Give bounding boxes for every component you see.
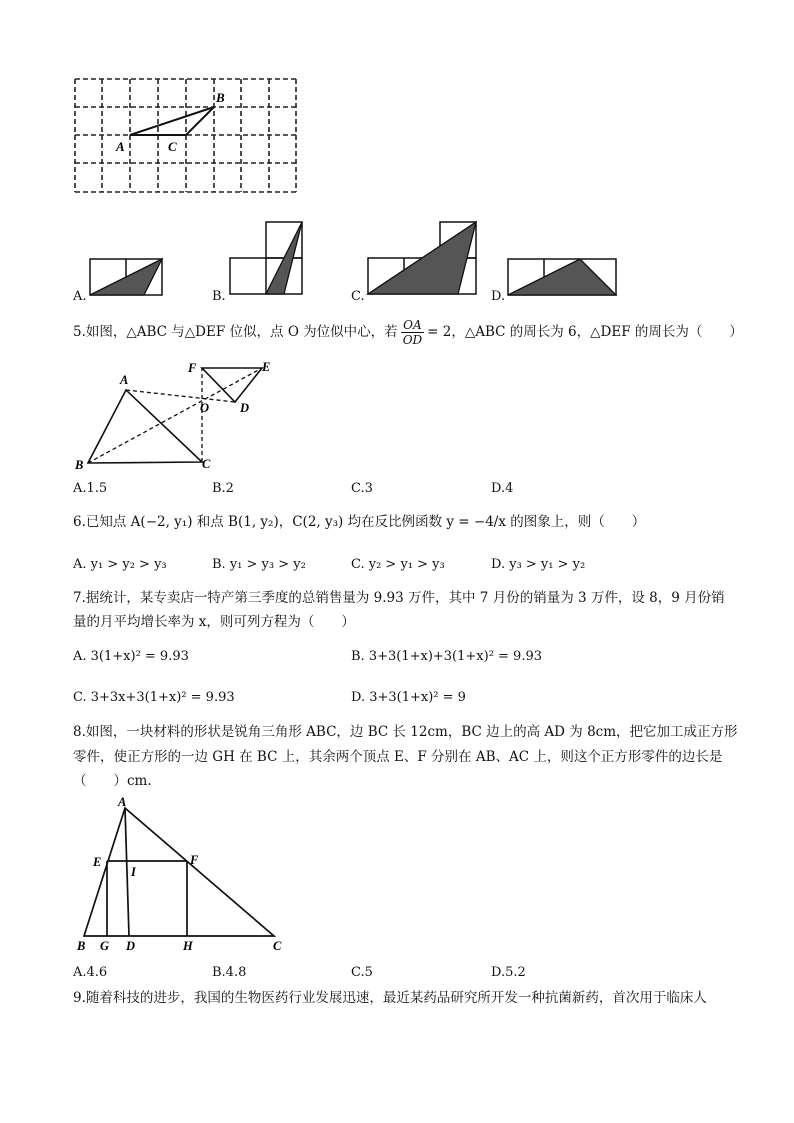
q8-label-a: A xyxy=(118,795,127,809)
q4-option-a-figure xyxy=(86,254,166,300)
label-c: C xyxy=(168,139,177,154)
q5-frac-den: OD xyxy=(402,333,423,347)
q6-stem: 6.已知点 A(−2, y₁) 和点 B(1, y₂)，C(2, y₃) 均在反比例函数 y = −4/x 的图象上，则（ ） xyxy=(73,514,646,530)
q8-label-c: C xyxy=(273,939,282,953)
q8-option-b: B.4.8 xyxy=(212,965,247,980)
q4-option-d-figure xyxy=(504,254,622,300)
q7-option-b: B. 3+3(1+x)+3(1+x)² = 9.93 xyxy=(351,649,543,664)
q5-label-d: D xyxy=(240,401,250,415)
q5-option-a: A.1.5 xyxy=(73,481,108,496)
q8-option-a: A.4.6 xyxy=(73,965,108,980)
q5-fraction xyxy=(401,318,424,347)
q8-label-d: D xyxy=(126,939,136,953)
q8-label-f: F xyxy=(190,853,199,867)
q7-option-a: A. 3(1+x)² = 9.93 xyxy=(73,649,189,664)
q4-option-d-label: D. xyxy=(491,289,506,304)
label-b: B xyxy=(216,90,225,105)
q5-label-e: E xyxy=(262,360,271,374)
q6-option-c: C. y₂ > y₁ > y₃ xyxy=(351,557,445,572)
q8-figure xyxy=(70,792,292,956)
q7-stem-line1: 7.据统计，某专卖店一特产第三季度的总销售量为 9.93 万件，其中 7 月份的销量为 3 万件，设 8，9 月份销 xyxy=(73,590,725,606)
q5-frac-num: OA xyxy=(401,318,424,333)
q5-option-d: D.4 xyxy=(491,481,514,496)
q7-option-d: D. 3+3(1+x)² = 9 xyxy=(351,690,466,705)
q8-option-c: C.5 xyxy=(351,965,373,980)
q8-label-g: G xyxy=(100,939,110,953)
q5-label-c: C xyxy=(202,457,211,471)
q8-label-b: B xyxy=(77,939,86,953)
q7-option-c: C. 3+3x+3(1+x)² = 9.93 xyxy=(73,690,235,705)
q5-label-o: O xyxy=(200,401,210,415)
q5-figure xyxy=(70,356,280,474)
q5-option-b: B.2 xyxy=(212,481,234,496)
q5-stem-suffix: = 2，△ABC 的周长为 6，△DEF 的周长为（ ） xyxy=(427,324,743,340)
q5-label-a: A xyxy=(120,373,129,387)
q8-stem-line1: 8.如图，一块材料的形状是锐角三角形 ABC，边 BC 长 12cm，BC 边上的高 AD 为 8cm，把它加工成正方形 xyxy=(73,724,738,740)
q6-option-b: B. y₁ > y₃ > y₂ xyxy=(212,557,306,572)
q8-label-h: H xyxy=(183,939,193,953)
q5-stem-prefix: 5.如图，△ABC 与△DEF 位似，点 O 为位似中心，若 xyxy=(73,324,398,340)
q5-label-f: F xyxy=(188,361,197,375)
q7-stem-line2: 量的月平均增长率为 x，则可列方程为（ ） xyxy=(73,614,355,630)
q4-option-b-label: B. xyxy=(212,289,226,304)
q8-label-i: I xyxy=(131,865,136,879)
q8-stem-line2: 零件，使正方形的一边 GH 在 BC 上，其余两个顶点 E、F 分别在 AB、AC 上，则这个正方形零件的边长是 xyxy=(73,749,723,765)
q4-option-b-figure xyxy=(226,218,310,298)
q8-label-e: E xyxy=(93,855,102,869)
q4-option-c-figure xyxy=(364,218,480,298)
q8-stem-line3: （ ）cm. xyxy=(73,773,152,789)
triangle-abc xyxy=(130,107,214,135)
q6-option-d: D. y₃ > y₁ > y₂ xyxy=(491,557,586,572)
q4-option-a-label: A. xyxy=(73,289,87,304)
q5-label-b: B xyxy=(75,458,84,472)
q6-option-a: A. y₁ > y₂ > y₃ xyxy=(73,557,167,572)
q8-option-d: D.5.2 xyxy=(491,965,526,980)
q4-option-c-label: C. xyxy=(351,289,365,304)
q9-stem-line1: 9.随着科技的进步，我国的生物医药行业发展迅速，最近某药品研究所开发一种抗菌新药，首次用于临床人 xyxy=(73,990,707,1006)
q5-stem xyxy=(73,318,743,346)
q5-option-c: C.3 xyxy=(351,481,373,496)
label-a: A xyxy=(116,139,125,154)
grid-figure xyxy=(70,74,302,198)
